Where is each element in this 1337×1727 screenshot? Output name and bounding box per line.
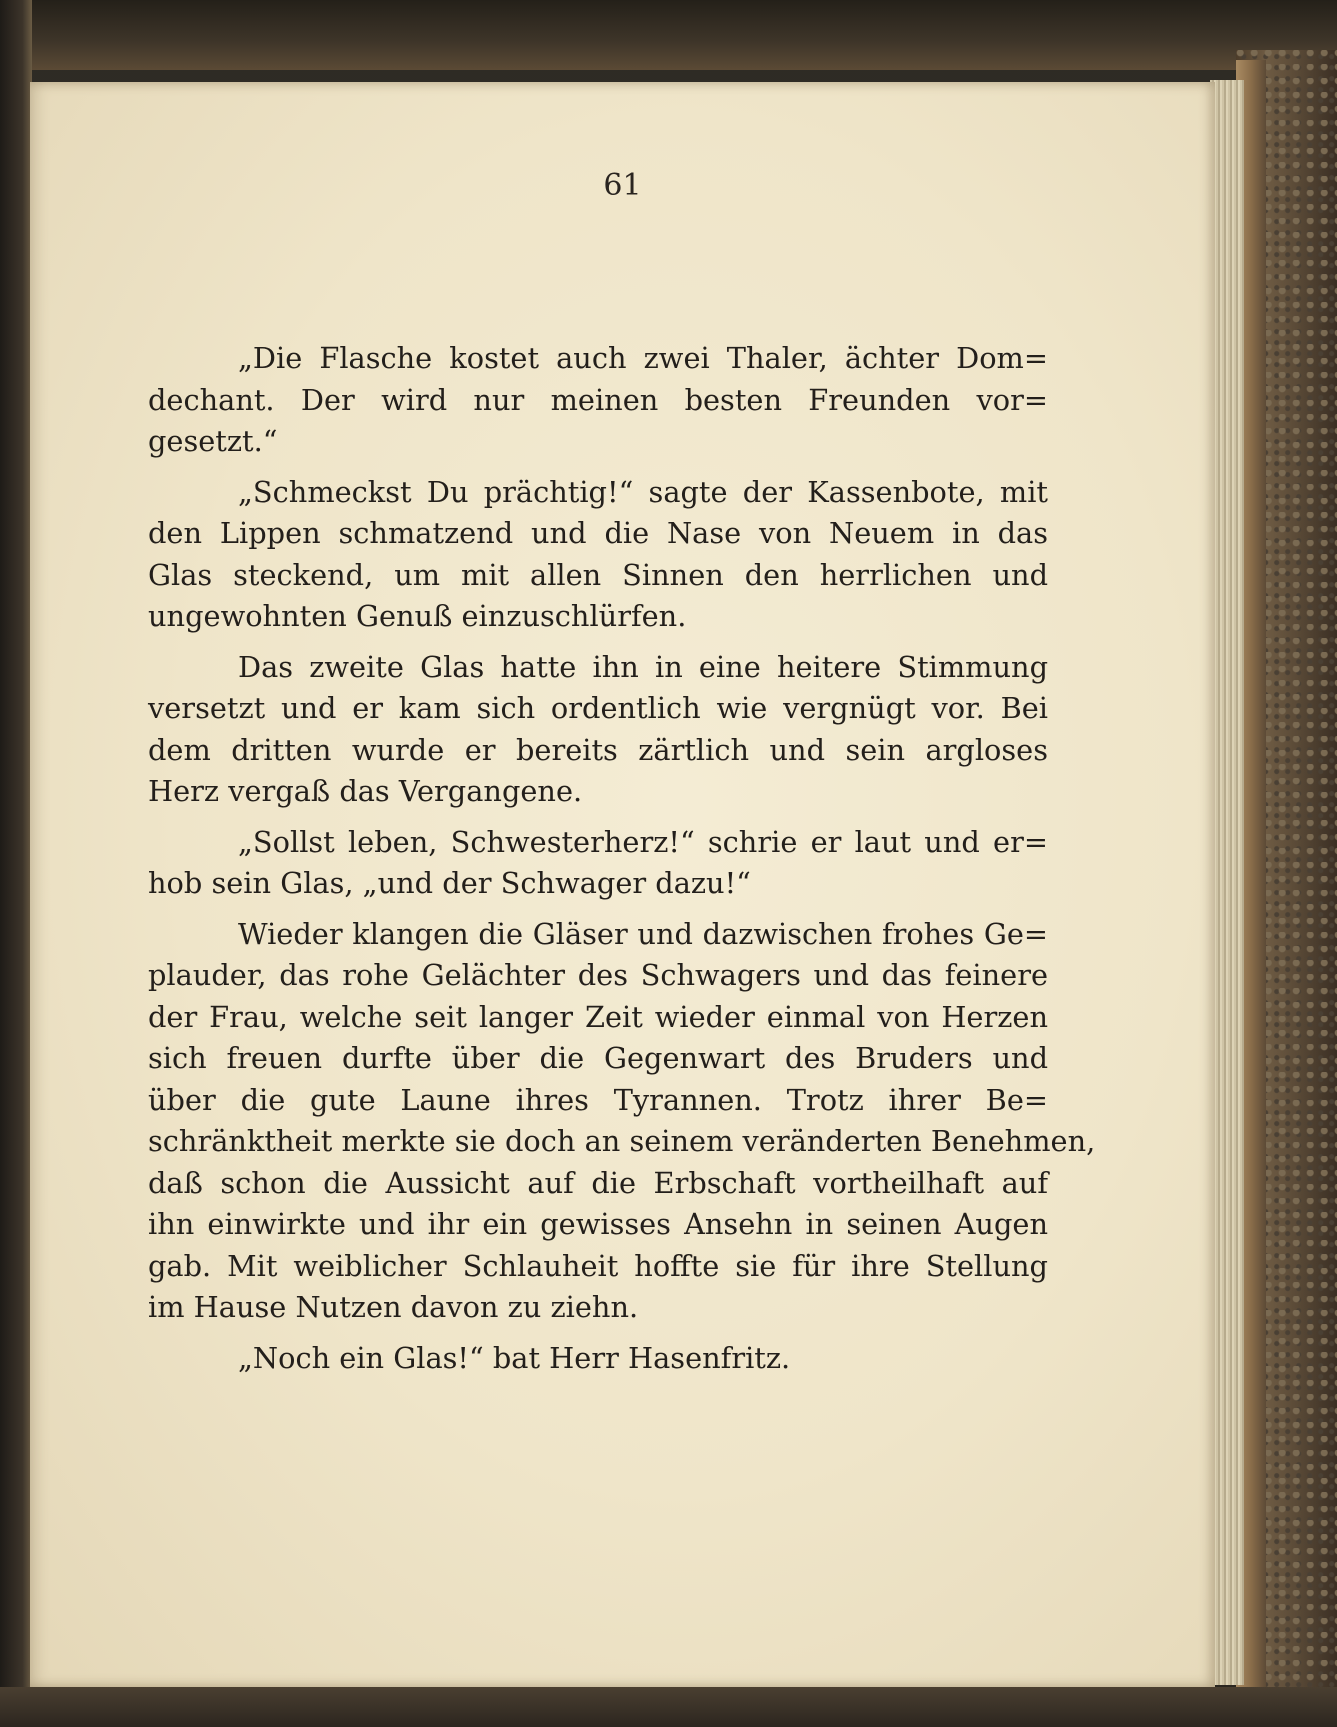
text-line: Wieder klangen die Gläser und dazwischen frohes Ge= (238, 916, 1048, 951)
text-line: schränktheit merkte sie doch an seinem veränderten Benehmen, (148, 1124, 1096, 1158)
text-line: Glas steckend, um mit allen Sinnen den herrlichen und (148, 557, 1048, 592)
paragraph (148, 822, 1048, 905)
text-line: versetzt und er kam sich ordentlich wie vergnügt vor. Bei (148, 691, 1048, 725)
paragraph (148, 1338, 1048, 1380)
text-line: „Schmeckst Du prächtig!“ sagte der Kassenbote, mit (238, 474, 1048, 509)
paragraph (148, 914, 1096, 1329)
text-line: plauder, das rohe Gelächter des Schwagers und das feinere (148, 958, 1048, 992)
text-line: Das zweite Glas hatte ihn in eine heitere Stimmung (238, 649, 1048, 684)
book-cover-top (0, 0, 1337, 70)
paragraph (148, 472, 1048, 638)
text-line: dem dritten wurde er bereits zärtlich und sein argloses (148, 732, 1048, 767)
text-line: sich freuen durfte über die Gegenwart des Bruders und (148, 1041, 1048, 1075)
text-line: den Lippen schmatzend und die Nase von Neuem in das (148, 516, 1048, 550)
text-line: ungewohnten Genuß einzuschlürfen. (148, 599, 687, 633)
book-binding (0, 0, 32, 1727)
text-line: hob sein Glas, „und der Schwager dazu!“ (148, 866, 751, 900)
page-text (148, 338, 1096, 1388)
text-line: im Hause Nutzen davon zu ziehn. (148, 1290, 639, 1324)
text-line: „Die Flasche kostet auch zwei Thaler, ächter Dom= (238, 341, 1048, 375)
text-line: Herz vergaß das Vergangene. (148, 774, 583, 808)
text-line: über die gute Laune ihres Tyrannen. Trotz ihrer Be= (148, 1082, 1048, 1117)
text-line: der Frau, welche seit langer Zeit wieder einmal von Herzen (148, 999, 1048, 1034)
paragraph (148, 647, 1048, 813)
page-number: 61 (603, 168, 642, 203)
text-line: „Sollst leben, Schwesterherz!“ schrie er laut und er= (238, 824, 1048, 859)
page-edges (1210, 80, 1244, 1685)
text-line: „Noch ein Glas!“ bat Herr Hasenfritz. (238, 1340, 791, 1375)
text-line: ihn einwirkte und ihr ein gewisses Ansehn in seinen Augen (148, 1207, 1048, 1241)
text-line: gab. Mit weiblicher Schlauheit hoffte sie für ihre Stellung (148, 1248, 1048, 1283)
book-cover-bottom (0, 1687, 1337, 1727)
paragraph (148, 338, 1048, 463)
text-line: dechant. Der wird nur meinen besten Freunden vor= (148, 382, 1048, 417)
text-line: gesetzt.“ (148, 424, 278, 458)
text-line: daß schon die Aussicht auf die Erbschaft vortheilhaft auf (148, 1165, 1048, 1200)
